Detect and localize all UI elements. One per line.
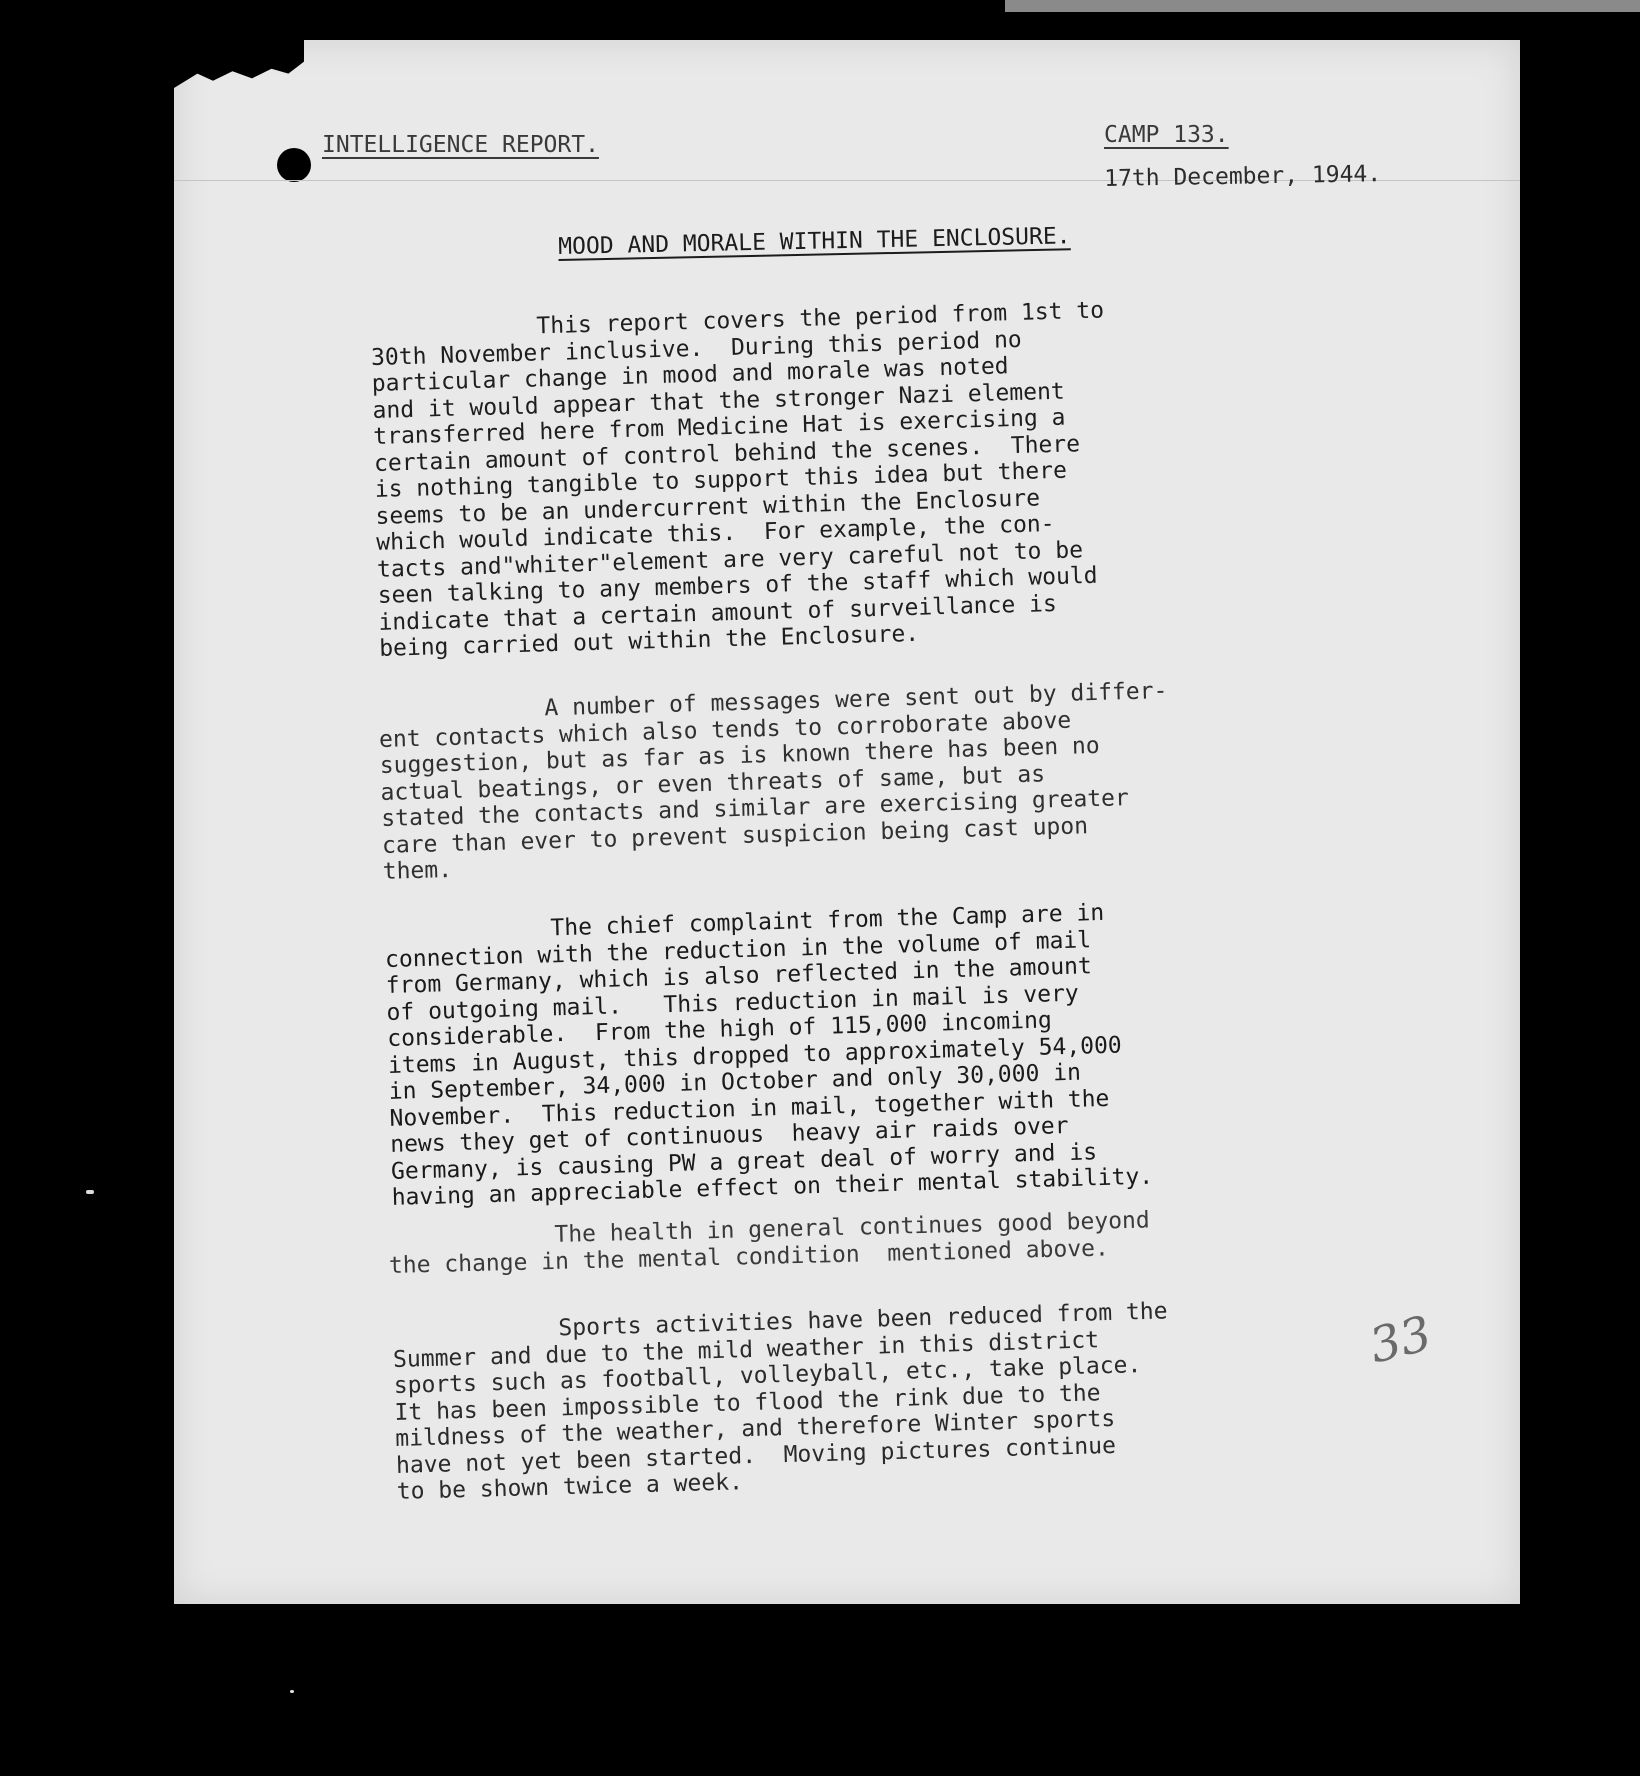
- adjacent-page-edge: [1005, 0, 1640, 12]
- document-page: [174, 40, 1520, 1604]
- report-date: 17th December, 1944.: [1104, 161, 1382, 192]
- handwritten-folio-number: 33: [1364, 1305, 1437, 1375]
- paragraph-messages: A number of messages were sent out by differ- ent contacts which also tends to corroborate above suggestion, but as far as is known there has been no actual beatings, or even threats of same, but as stated the contacts and similar are exercising greater care than ever to prevent suspicion being cast upon them.: [378, 677, 1168, 885]
- scan-speck: [86, 1190, 94, 1194]
- paragraph-period-summary: This report covers the period from 1st to 30th November inclusive. During this period no particular change in mood and morale was noted and it would appear that the stronger Nazi element transferred here from Medicine Hat is exercising a certain amount of control behind the scenes. There is nothing tangible to support this idea but there seems to be an undercurrent within the Enclosure which would indicate this. For example, the con- tacts and"whiter"element are very careful not to be seen talking to any members of the staff which would indicate that a certain amount of surveillance is being carried out within the Enclosure.: [370, 297, 1105, 662]
- punch-hole-icon: [277, 148, 311, 182]
- document-title: MOOD AND MORALE WITHIN THE ENCLOSURE.: [558, 223, 1071, 260]
- torn-corner: [174, 40, 304, 88]
- paragraph-sports: Sports activities have been reduced from the Summer and due to the mild weather in this district sports such as football, volleyball, etc., take place. It has been impossible to flood the rink due to the mildness of the weather, and therefore Winter sports have not yet been started. Moving pictures continue to be shown twice a week.: [392, 1298, 1168, 1505]
- report-type-label: INTELLIGENCE REPORT.: [322, 132, 599, 158]
- camp-label: CAMP 133.: [1104, 122, 1229, 148]
- paragraph-mail-complaint: The chief complaint from the Camp are in connection with the reduction in the volume of mail from Germany, which is also reflected in the amount of outgoing mail. This reduction in mail is very considerable. From the high of 115,000 incoming items in August, this dropped to approximately 54,000 in September, 34,000 in October and only 30,000 in November. This reduction in mail, together with the news they get of continuous heavy air raids over Germany, is causing PW a great deal of worry and is having an appreciable effect on their mental stability.: [384, 899, 1154, 1211]
- scan-speck: [290, 1690, 294, 1693]
- paragraph-health: The health in general continues good beyond the change in the mental condition mentioned above.: [388, 1207, 1151, 1279]
